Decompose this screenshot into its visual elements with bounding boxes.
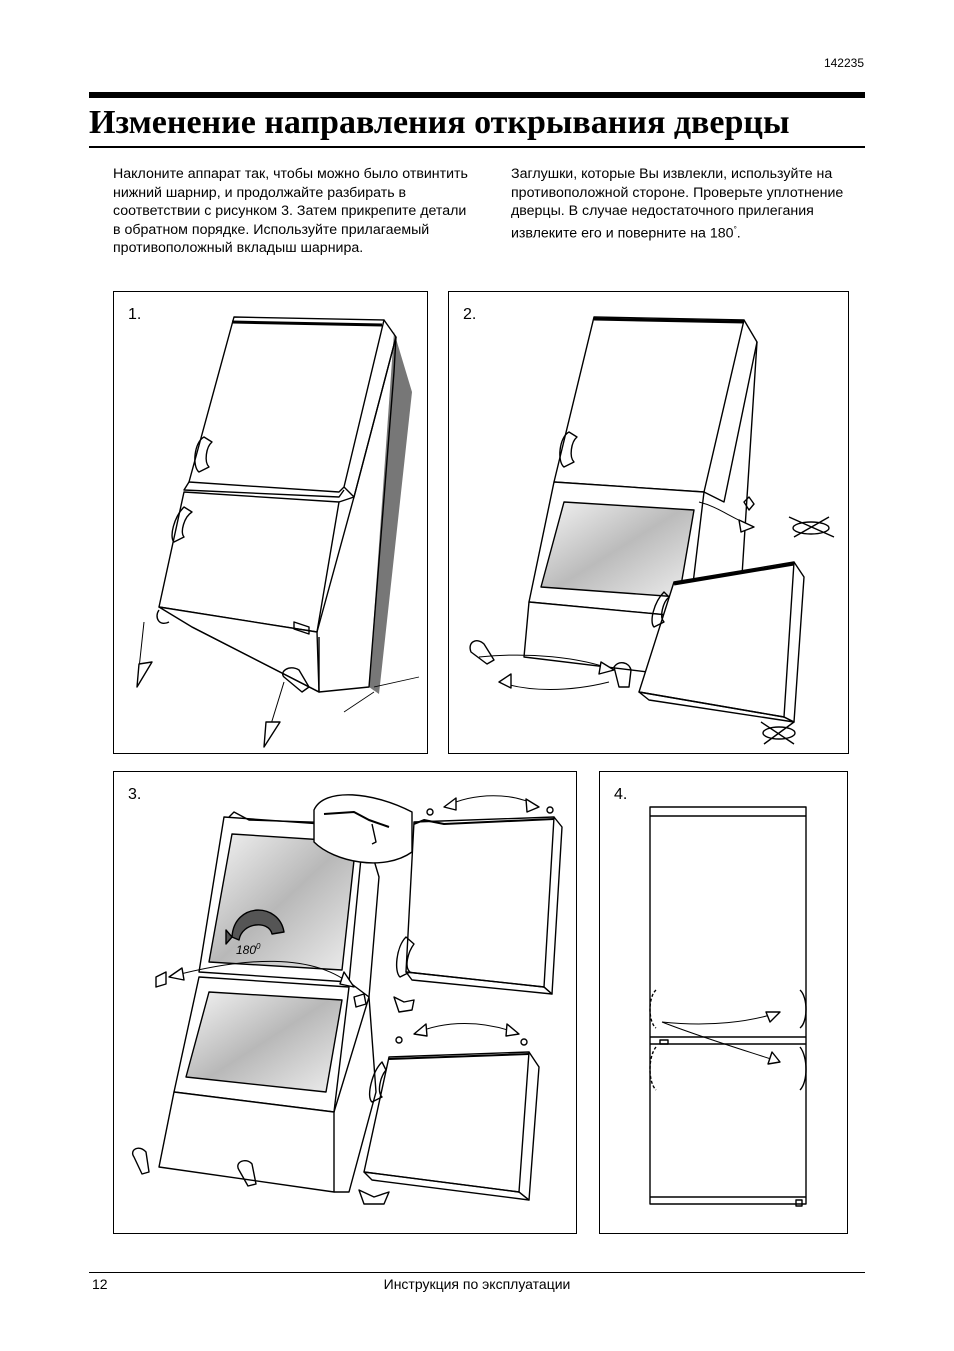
rotation-degree-mark: 0 xyxy=(256,942,261,951)
figure-3-illustration xyxy=(114,772,578,1235)
figure-2-illustration xyxy=(449,292,850,755)
rotation-180-value: 180 xyxy=(236,943,257,957)
document-number: 142235 xyxy=(823,56,864,70)
figure-4-illustration xyxy=(600,772,849,1235)
figure-3-label: 3. xyxy=(128,786,142,803)
intro-left-paragraph: Наклоните аппарат так, чтобы можно было отвинтить нижний шарнир, и продолжайте разбирать в соответствии с рисунком 3. Затем прикрепите детали в обратном порядке. Используйте прилагаемый противоположный вкладыш шарнира. xyxy=(113,166,468,257)
figure-3-swapping-hinges xyxy=(113,771,577,1234)
intro-right-text: Заглушки, которые Вы извлекли, используйте на противоположной стороне. Проверьте уплотнение дверцы. В случае недостаточного прилегания извлеките его и поверните на 180 xyxy=(511,166,844,242)
rotation-180-label xyxy=(236,942,260,957)
figure-2-removing-door xyxy=(448,291,849,754)
figure-1-label: 1. xyxy=(128,306,142,323)
page-title: Изменение направления открывания дверцы xyxy=(89,104,790,141)
figure-2-label: 2. xyxy=(463,306,477,323)
figure-4-front-view xyxy=(599,771,848,1234)
footer-text: Инструкция по эксплуатации xyxy=(383,1276,571,1292)
intro-right-paragraph xyxy=(511,165,871,243)
figure-1-illustration xyxy=(114,292,429,755)
title-underline xyxy=(89,146,865,148)
intro-right-end: . xyxy=(736,225,741,242)
degree-sign: ° xyxy=(733,224,737,234)
figure-1-tilted-fridge xyxy=(113,291,428,754)
title-top-bar xyxy=(89,92,865,98)
footer-rule xyxy=(89,1272,865,1273)
figure-4-label: 4. xyxy=(614,786,628,803)
page-number: 12 xyxy=(92,1276,108,1292)
